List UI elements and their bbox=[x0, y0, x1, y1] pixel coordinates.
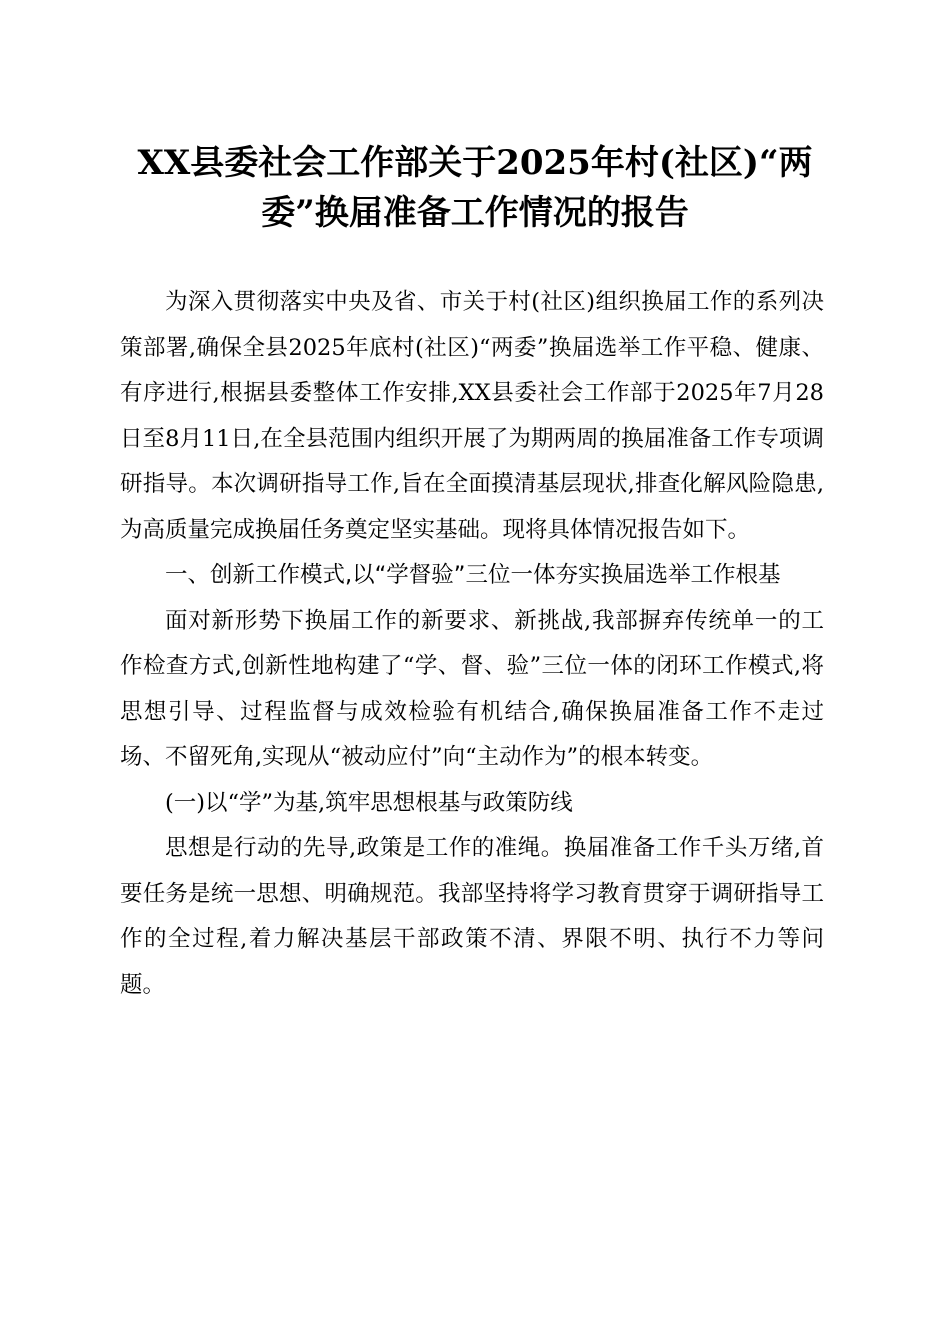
section-heading-1: 一、创新工作模式,以“学督验”三位一体夯实换届选举工作根基 bbox=[165, 562, 781, 588]
document-body bbox=[120, 280, 824, 1008]
subsection-1-paragraph: 思想是行动的先导,政策是工作的准绳。换届准备工作千头万绪,首要任务是统一思想、明确规范。我部坚持将学习教育贯穿于调研指导工作的全过程,着力解决基层干部政策不清、界限不明、执行不力等问题。 bbox=[120, 835, 824, 998]
intro-paragraph: 为深入贯彻落实中央及省、市关于村(社区)组织换届工作的系列决策部署,确保全县2025年底村(社区)“两委”换届选举工作平稳、健康、有序进行,根据县委整体工作安排,XX县委社会工作部于2025年7月28日至8月11日,在全县范围内组织开展了为期两周的换届准备工作专项调研指导。本次调研指导工作,旨在全面摸清基层现状,排查化解风险隐患,为高质量完成换届任务奠定坚实基础。现将具体情况报告如下。 bbox=[120, 289, 824, 543]
subsection-heading-1: (一)以“学”为基,筑牢思想根基与政策防线 bbox=[165, 789, 573, 816]
section-1-paragraph: 面对新形势下换届工作的新要求、新挑战,我部摒弃传统单一的工作检查方式,创新性地构建了“学、督、验”三位一体的闭环工作模式,将思想引导、过程监督与成效检验有机结合,确保换届准备工作不走过场、不留死角,实现从“被动应付”向“主动作为”的根本转变。 bbox=[120, 607, 824, 770]
document-title: XX县委社会工作部关于2025年村(社区)“两委”换届准备工作情况的报告 bbox=[137, 143, 813, 233]
